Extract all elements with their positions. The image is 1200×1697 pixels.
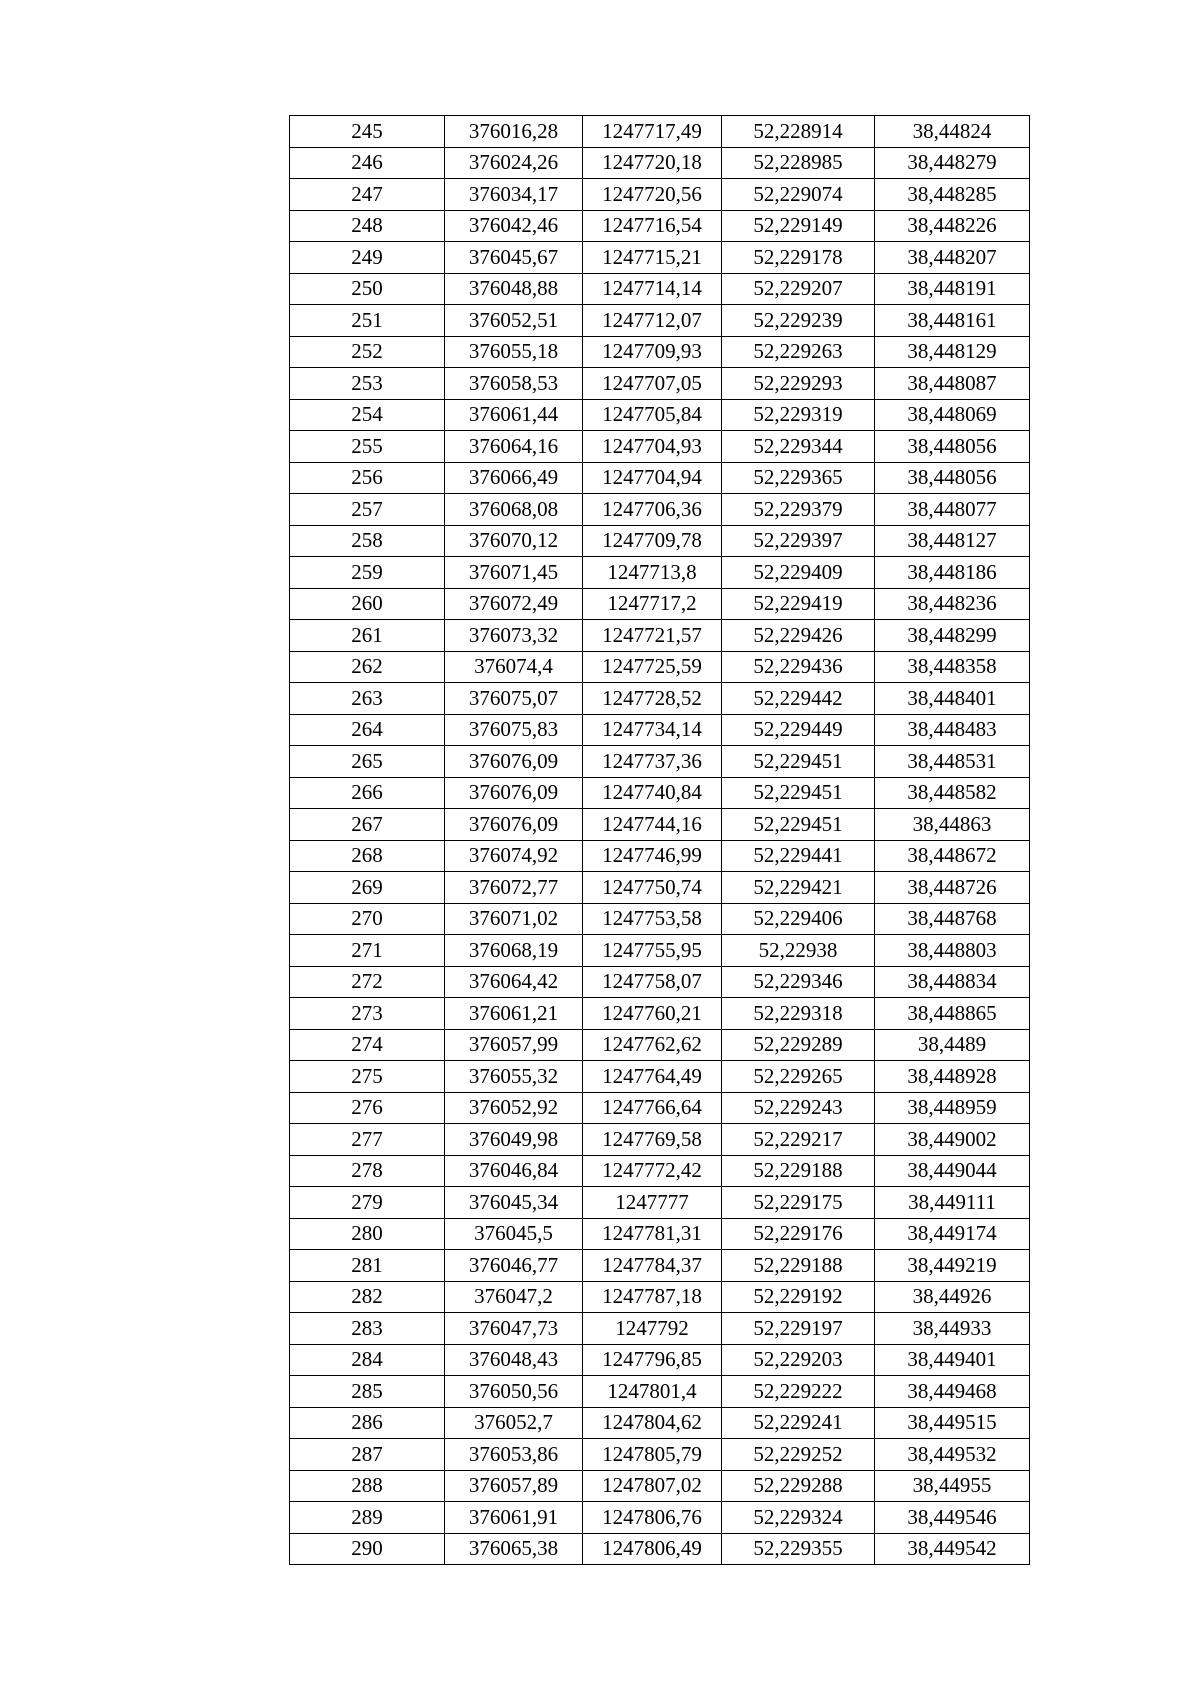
- latitude-cell: 52,229436: [722, 651, 875, 683]
- point-number-cell: 272: [290, 966, 445, 998]
- longitude-cell: 38,448928: [875, 1061, 1030, 1093]
- longitude-cell: 38,448834: [875, 966, 1030, 998]
- longitude-cell: 38,448582: [875, 777, 1030, 809]
- y-coordinate-cell: 1247796,85: [583, 1344, 722, 1376]
- point-number-cell: 248: [290, 210, 445, 242]
- coordinates-table-body: [290, 116, 1030, 1565]
- longitude-cell: 38,4489: [875, 1029, 1030, 1061]
- latitude-cell: 52,229442: [722, 683, 875, 715]
- table-row: [290, 935, 1030, 967]
- table-row: [290, 1250, 1030, 1282]
- x-coordinate-cell: 376058,53: [445, 368, 583, 400]
- table-row: [290, 1376, 1030, 1408]
- y-coordinate-cell: 1247781,31: [583, 1218, 722, 1250]
- x-coordinate-cell: 376057,89: [445, 1470, 583, 1502]
- y-coordinate-cell: 1247737,36: [583, 746, 722, 778]
- point-number-cell: 280: [290, 1218, 445, 1250]
- table-row: [290, 210, 1030, 242]
- y-coordinate-cell: 1247792: [583, 1313, 722, 1345]
- table-row: [290, 1124, 1030, 1156]
- x-coordinate-cell: 376050,56: [445, 1376, 583, 1408]
- latitude-cell: 52,229318: [722, 998, 875, 1030]
- point-number-cell: 254: [290, 399, 445, 431]
- table-row: [290, 399, 1030, 431]
- x-coordinate-cell: 376042,46: [445, 210, 583, 242]
- point-number-cell: 266: [290, 777, 445, 809]
- point-number-cell: 265: [290, 746, 445, 778]
- coordinates-table: [289, 115, 1030, 1565]
- x-coordinate-cell: 376052,51: [445, 305, 583, 337]
- y-coordinate-cell: 1247714,14: [583, 273, 722, 305]
- x-coordinate-cell: 376076,09: [445, 809, 583, 841]
- point-number-cell: 252: [290, 336, 445, 368]
- longitude-cell: 38,449002: [875, 1124, 1030, 1156]
- table-row: [290, 809, 1030, 841]
- point-number-cell: 270: [290, 903, 445, 935]
- x-coordinate-cell: 376076,09: [445, 746, 583, 778]
- point-number-cell: 271: [290, 935, 445, 967]
- x-coordinate-cell: 376061,91: [445, 1502, 583, 1534]
- table-row: [290, 1187, 1030, 1219]
- y-coordinate-cell: 1247704,93: [583, 431, 722, 463]
- table-row: [290, 179, 1030, 211]
- table-row: [290, 273, 1030, 305]
- latitude-cell: 52,228914: [722, 116, 875, 148]
- longitude-cell: 38,448056: [875, 462, 1030, 494]
- y-coordinate-cell: 1247744,16: [583, 809, 722, 841]
- table-row: [290, 147, 1030, 179]
- longitude-cell: 38,448672: [875, 840, 1030, 872]
- point-number-cell: 255: [290, 431, 445, 463]
- y-coordinate-cell: 1247762,62: [583, 1029, 722, 1061]
- latitude-cell: 52,229192: [722, 1281, 875, 1313]
- y-coordinate-cell: 1247777: [583, 1187, 722, 1219]
- table-row: [290, 872, 1030, 904]
- point-number-cell: 286: [290, 1407, 445, 1439]
- point-number-cell: 289: [290, 1502, 445, 1534]
- table-row: [290, 494, 1030, 526]
- point-number-cell: 247: [290, 179, 445, 211]
- longitude-cell: 38,449174: [875, 1218, 1030, 1250]
- y-coordinate-cell: 1247750,74: [583, 872, 722, 904]
- y-coordinate-cell: 1247717,49: [583, 116, 722, 148]
- point-number-cell: 275: [290, 1061, 445, 1093]
- latitude-cell: 52,229319: [722, 399, 875, 431]
- x-coordinate-cell: 376046,77: [445, 1250, 583, 1282]
- table-row: [290, 620, 1030, 652]
- latitude-cell: 52,229239: [722, 305, 875, 337]
- table-row: [290, 116, 1030, 148]
- y-coordinate-cell: 1247755,95: [583, 935, 722, 967]
- longitude-cell: 38,44824: [875, 116, 1030, 148]
- latitude-cell: 52,229188: [722, 1155, 875, 1187]
- point-number-cell: 283: [290, 1313, 445, 1345]
- point-number-cell: 274: [290, 1029, 445, 1061]
- longitude-cell: 38,448077: [875, 494, 1030, 526]
- latitude-cell: 52,228985: [722, 147, 875, 179]
- x-coordinate-cell: 376047,2: [445, 1281, 583, 1313]
- latitude-cell: 52,229355: [722, 1533, 875, 1565]
- table-row: [290, 1029, 1030, 1061]
- longitude-cell: 38,448726: [875, 872, 1030, 904]
- table-row: [290, 998, 1030, 1030]
- point-number-cell: 257: [290, 494, 445, 526]
- longitude-cell: 38,44926: [875, 1281, 1030, 1313]
- latitude-cell: 52,229217: [722, 1124, 875, 1156]
- longitude-cell: 38,448069: [875, 399, 1030, 431]
- latitude-cell: 52,229074: [722, 179, 875, 211]
- x-coordinate-cell: 376068,19: [445, 935, 583, 967]
- point-number-cell: 281: [290, 1250, 445, 1282]
- longitude-cell: 38,449219: [875, 1250, 1030, 1282]
- longitude-cell: 38,449401: [875, 1344, 1030, 1376]
- point-number-cell: 287: [290, 1439, 445, 1471]
- latitude-cell: 52,229241: [722, 1407, 875, 1439]
- point-number-cell: 264: [290, 714, 445, 746]
- y-coordinate-cell: 1247760,21: [583, 998, 722, 1030]
- latitude-cell: 52,229346: [722, 966, 875, 998]
- longitude-cell: 38,44863: [875, 809, 1030, 841]
- point-number-cell: 262: [290, 651, 445, 683]
- table-row: [290, 1313, 1030, 1345]
- table-row: [290, 462, 1030, 494]
- y-coordinate-cell: 1247784,37: [583, 1250, 722, 1282]
- point-number-cell: 251: [290, 305, 445, 337]
- longitude-cell: 38,448531: [875, 746, 1030, 778]
- x-coordinate-cell: 376071,02: [445, 903, 583, 935]
- x-coordinate-cell: 376061,21: [445, 998, 583, 1030]
- longitude-cell: 38,448087: [875, 368, 1030, 400]
- y-coordinate-cell: 1247746,99: [583, 840, 722, 872]
- x-coordinate-cell: 376065,38: [445, 1533, 583, 1565]
- latitude-cell: 52,229176: [722, 1218, 875, 1250]
- latitude-cell: 52,229289: [722, 1029, 875, 1061]
- longitude-cell: 38,448207: [875, 242, 1030, 274]
- y-coordinate-cell: 1247807,02: [583, 1470, 722, 1502]
- point-number-cell: 276: [290, 1092, 445, 1124]
- x-coordinate-cell: 376024,26: [445, 147, 583, 179]
- latitude-cell: 52,229449: [722, 714, 875, 746]
- latitude-cell: 52,229344: [722, 431, 875, 463]
- latitude-cell: 52,229288: [722, 1470, 875, 1502]
- longitude-cell: 38,449542: [875, 1533, 1030, 1565]
- y-coordinate-cell: 1247712,07: [583, 305, 722, 337]
- point-number-cell: 273: [290, 998, 445, 1030]
- latitude-cell: 52,229197: [722, 1313, 875, 1345]
- y-coordinate-cell: 1247804,62: [583, 1407, 722, 1439]
- table-row: [290, 336, 1030, 368]
- latitude-cell: 52,229178: [722, 242, 875, 274]
- latitude-cell: 52,229243: [722, 1092, 875, 1124]
- y-coordinate-cell: 1247806,76: [583, 1502, 722, 1534]
- x-coordinate-cell: 376045,34: [445, 1187, 583, 1219]
- point-number-cell: 249: [290, 242, 445, 274]
- latitude-cell: 52,229379: [722, 494, 875, 526]
- longitude-cell: 38,448865: [875, 998, 1030, 1030]
- table-row: [290, 305, 1030, 337]
- point-number-cell: 277: [290, 1124, 445, 1156]
- x-coordinate-cell: 376076,09: [445, 777, 583, 809]
- y-coordinate-cell: 1247806,49: [583, 1533, 722, 1565]
- longitude-cell: 38,449111: [875, 1187, 1030, 1219]
- longitude-cell: 38,448959: [875, 1092, 1030, 1124]
- x-coordinate-cell: 376072,49: [445, 588, 583, 620]
- table-row: [290, 1281, 1030, 1313]
- y-coordinate-cell: 1247716,54: [583, 210, 722, 242]
- x-coordinate-cell: 376064,16: [445, 431, 583, 463]
- longitude-cell: 38,448279: [875, 147, 1030, 179]
- y-coordinate-cell: 1247766,64: [583, 1092, 722, 1124]
- table-row: [290, 777, 1030, 809]
- point-number-cell: 250: [290, 273, 445, 305]
- longitude-cell: 38,448299: [875, 620, 1030, 652]
- latitude-cell: 52,229419: [722, 588, 875, 620]
- latitude-cell: 52,229293: [722, 368, 875, 400]
- table-row: [290, 1155, 1030, 1187]
- y-coordinate-cell: 1247706,36: [583, 494, 722, 526]
- point-number-cell: 288: [290, 1470, 445, 1502]
- y-coordinate-cell: 1247704,94: [583, 462, 722, 494]
- point-number-cell: 246: [290, 147, 445, 179]
- y-coordinate-cell: 1247725,59: [583, 651, 722, 683]
- table-row: [290, 714, 1030, 746]
- longitude-cell: 38,448358: [875, 651, 1030, 683]
- latitude-cell: 52,229397: [722, 525, 875, 557]
- point-number-cell: 290: [290, 1533, 445, 1565]
- longitude-cell: 38,448483: [875, 714, 1030, 746]
- latitude-cell: 52,229441: [722, 840, 875, 872]
- longitude-cell: 38,448236: [875, 588, 1030, 620]
- x-coordinate-cell: 376057,99: [445, 1029, 583, 1061]
- point-number-cell: 279: [290, 1187, 445, 1219]
- y-coordinate-cell: 1247715,21: [583, 242, 722, 274]
- x-coordinate-cell: 376068,08: [445, 494, 583, 526]
- table-row: [290, 1092, 1030, 1124]
- longitude-cell: 38,449044: [875, 1155, 1030, 1187]
- x-coordinate-cell: 376071,45: [445, 557, 583, 589]
- x-coordinate-cell: 376074,4: [445, 651, 583, 683]
- point-number-cell: 260: [290, 588, 445, 620]
- latitude-cell: 52,229263: [722, 336, 875, 368]
- longitude-cell: 38,448226: [875, 210, 1030, 242]
- point-number-cell: 258: [290, 525, 445, 557]
- x-coordinate-cell: 376052,7: [445, 1407, 583, 1439]
- x-coordinate-cell: 376061,44: [445, 399, 583, 431]
- longitude-cell: 38,448401: [875, 683, 1030, 715]
- point-number-cell: 263: [290, 683, 445, 715]
- longitude-cell: 38,448191: [875, 273, 1030, 305]
- x-coordinate-cell: 376066,49: [445, 462, 583, 494]
- x-coordinate-cell: 376016,28: [445, 116, 583, 148]
- y-coordinate-cell: 1247705,84: [583, 399, 722, 431]
- x-coordinate-cell: 376073,32: [445, 620, 583, 652]
- table-row: [290, 840, 1030, 872]
- y-coordinate-cell: 1247753,58: [583, 903, 722, 935]
- table-row: [290, 1061, 1030, 1093]
- x-coordinate-cell: 376052,92: [445, 1092, 583, 1124]
- x-coordinate-cell: 376055,18: [445, 336, 583, 368]
- latitude-cell: 52,229207: [722, 273, 875, 305]
- x-coordinate-cell: 376046,84: [445, 1155, 583, 1187]
- longitude-cell: 38,449468: [875, 1376, 1030, 1408]
- latitude-cell: 52,229149: [722, 210, 875, 242]
- latitude-cell: 52,229188: [722, 1250, 875, 1282]
- latitude-cell: 52,229451: [722, 777, 875, 809]
- latitude-cell: 52,229451: [722, 746, 875, 778]
- x-coordinate-cell: 376045,67: [445, 242, 583, 274]
- latitude-cell: 52,229252: [722, 1439, 875, 1471]
- latitude-cell: 52,229324: [722, 1502, 875, 1534]
- point-number-cell: 256: [290, 462, 445, 494]
- longitude-cell: 38,448129: [875, 336, 1030, 368]
- point-number-cell: 259: [290, 557, 445, 589]
- longitude-cell: 38,448285: [875, 179, 1030, 211]
- table-row: [290, 651, 1030, 683]
- y-coordinate-cell: 1247717,2: [583, 588, 722, 620]
- longitude-cell: 38,448186: [875, 557, 1030, 589]
- y-coordinate-cell: 1247728,52: [583, 683, 722, 715]
- table-row: [290, 746, 1030, 778]
- table-row: [290, 903, 1030, 935]
- y-coordinate-cell: 1247758,07: [583, 966, 722, 998]
- point-number-cell: 253: [290, 368, 445, 400]
- longitude-cell: 38,44933: [875, 1313, 1030, 1345]
- point-number-cell: 269: [290, 872, 445, 904]
- x-coordinate-cell: 376048,43: [445, 1344, 583, 1376]
- table-row: [290, 525, 1030, 557]
- table-row: [290, 1470, 1030, 1502]
- y-coordinate-cell: 1247805,79: [583, 1439, 722, 1471]
- y-coordinate-cell: 1247801,4: [583, 1376, 722, 1408]
- table-row: [290, 242, 1030, 274]
- longitude-cell: 38,448803: [875, 935, 1030, 967]
- y-coordinate-cell: 1247720,18: [583, 147, 722, 179]
- point-number-cell: 245: [290, 116, 445, 148]
- table-row: [290, 966, 1030, 998]
- table-row: [290, 368, 1030, 400]
- latitude-cell: 52,229265: [722, 1061, 875, 1093]
- y-coordinate-cell: 1247772,42: [583, 1155, 722, 1187]
- y-coordinate-cell: 1247709,78: [583, 525, 722, 557]
- table-row: [290, 1218, 1030, 1250]
- longitude-cell: 38,448056: [875, 431, 1030, 463]
- latitude-cell: 52,22938: [722, 935, 875, 967]
- y-coordinate-cell: 1247769,58: [583, 1124, 722, 1156]
- x-coordinate-cell: 376064,42: [445, 966, 583, 998]
- longitude-cell: 38,449515: [875, 1407, 1030, 1439]
- longitude-cell: 38,44955: [875, 1470, 1030, 1502]
- longitude-cell: 38,449546: [875, 1502, 1030, 1534]
- x-coordinate-cell: 376072,77: [445, 872, 583, 904]
- x-coordinate-cell: 376034,17: [445, 179, 583, 211]
- latitude-cell: 52,229426: [722, 620, 875, 652]
- latitude-cell: 52,229365: [722, 462, 875, 494]
- x-coordinate-cell: 376055,32: [445, 1061, 583, 1093]
- table-row: [290, 1407, 1030, 1439]
- table-row: [290, 1502, 1030, 1534]
- x-coordinate-cell: 376075,07: [445, 683, 583, 715]
- longitude-cell: 38,449532: [875, 1439, 1030, 1471]
- latitude-cell: 52,229203: [722, 1344, 875, 1376]
- latitude-cell: 52,229451: [722, 809, 875, 841]
- table-row: [290, 431, 1030, 463]
- table-row: [290, 1439, 1030, 1471]
- longitude-cell: 38,448127: [875, 525, 1030, 557]
- longitude-cell: 38,448161: [875, 305, 1030, 337]
- latitude-cell: 52,229421: [722, 872, 875, 904]
- y-coordinate-cell: 1247787,18: [583, 1281, 722, 1313]
- x-coordinate-cell: 376070,12: [445, 525, 583, 557]
- x-coordinate-cell: 376053,86: [445, 1439, 583, 1471]
- x-coordinate-cell: 376048,88: [445, 273, 583, 305]
- point-number-cell: 267: [290, 809, 445, 841]
- x-coordinate-cell: 376049,98: [445, 1124, 583, 1156]
- point-number-cell: 282: [290, 1281, 445, 1313]
- table-row: [290, 588, 1030, 620]
- table-row: [290, 1533, 1030, 1565]
- y-coordinate-cell: 1247764,49: [583, 1061, 722, 1093]
- longitude-cell: 38,448768: [875, 903, 1030, 935]
- point-number-cell: 284: [290, 1344, 445, 1376]
- latitude-cell: 52,229175: [722, 1187, 875, 1219]
- y-coordinate-cell: 1247709,93: [583, 336, 722, 368]
- x-coordinate-cell: 376074,92: [445, 840, 583, 872]
- x-coordinate-cell: 376075,83: [445, 714, 583, 746]
- point-number-cell: 268: [290, 840, 445, 872]
- y-coordinate-cell: 1247740,84: [583, 777, 722, 809]
- y-coordinate-cell: 1247713,8: [583, 557, 722, 589]
- point-number-cell: 261: [290, 620, 445, 652]
- table-row: [290, 1344, 1030, 1376]
- y-coordinate-cell: 1247720,56: [583, 179, 722, 211]
- y-coordinate-cell: 1247721,57: [583, 620, 722, 652]
- latitude-cell: 52,229222: [722, 1376, 875, 1408]
- point-number-cell: 285: [290, 1376, 445, 1408]
- latitude-cell: 52,229409: [722, 557, 875, 589]
- x-coordinate-cell: 376047,73: [445, 1313, 583, 1345]
- y-coordinate-cell: 1247707,05: [583, 368, 722, 400]
- x-coordinate-cell: 376045,5: [445, 1218, 583, 1250]
- table-row: [290, 683, 1030, 715]
- latitude-cell: 52,229406: [722, 903, 875, 935]
- table-row: [290, 557, 1030, 589]
- point-number-cell: 278: [290, 1155, 445, 1187]
- y-coordinate-cell: 1247734,14: [583, 714, 722, 746]
